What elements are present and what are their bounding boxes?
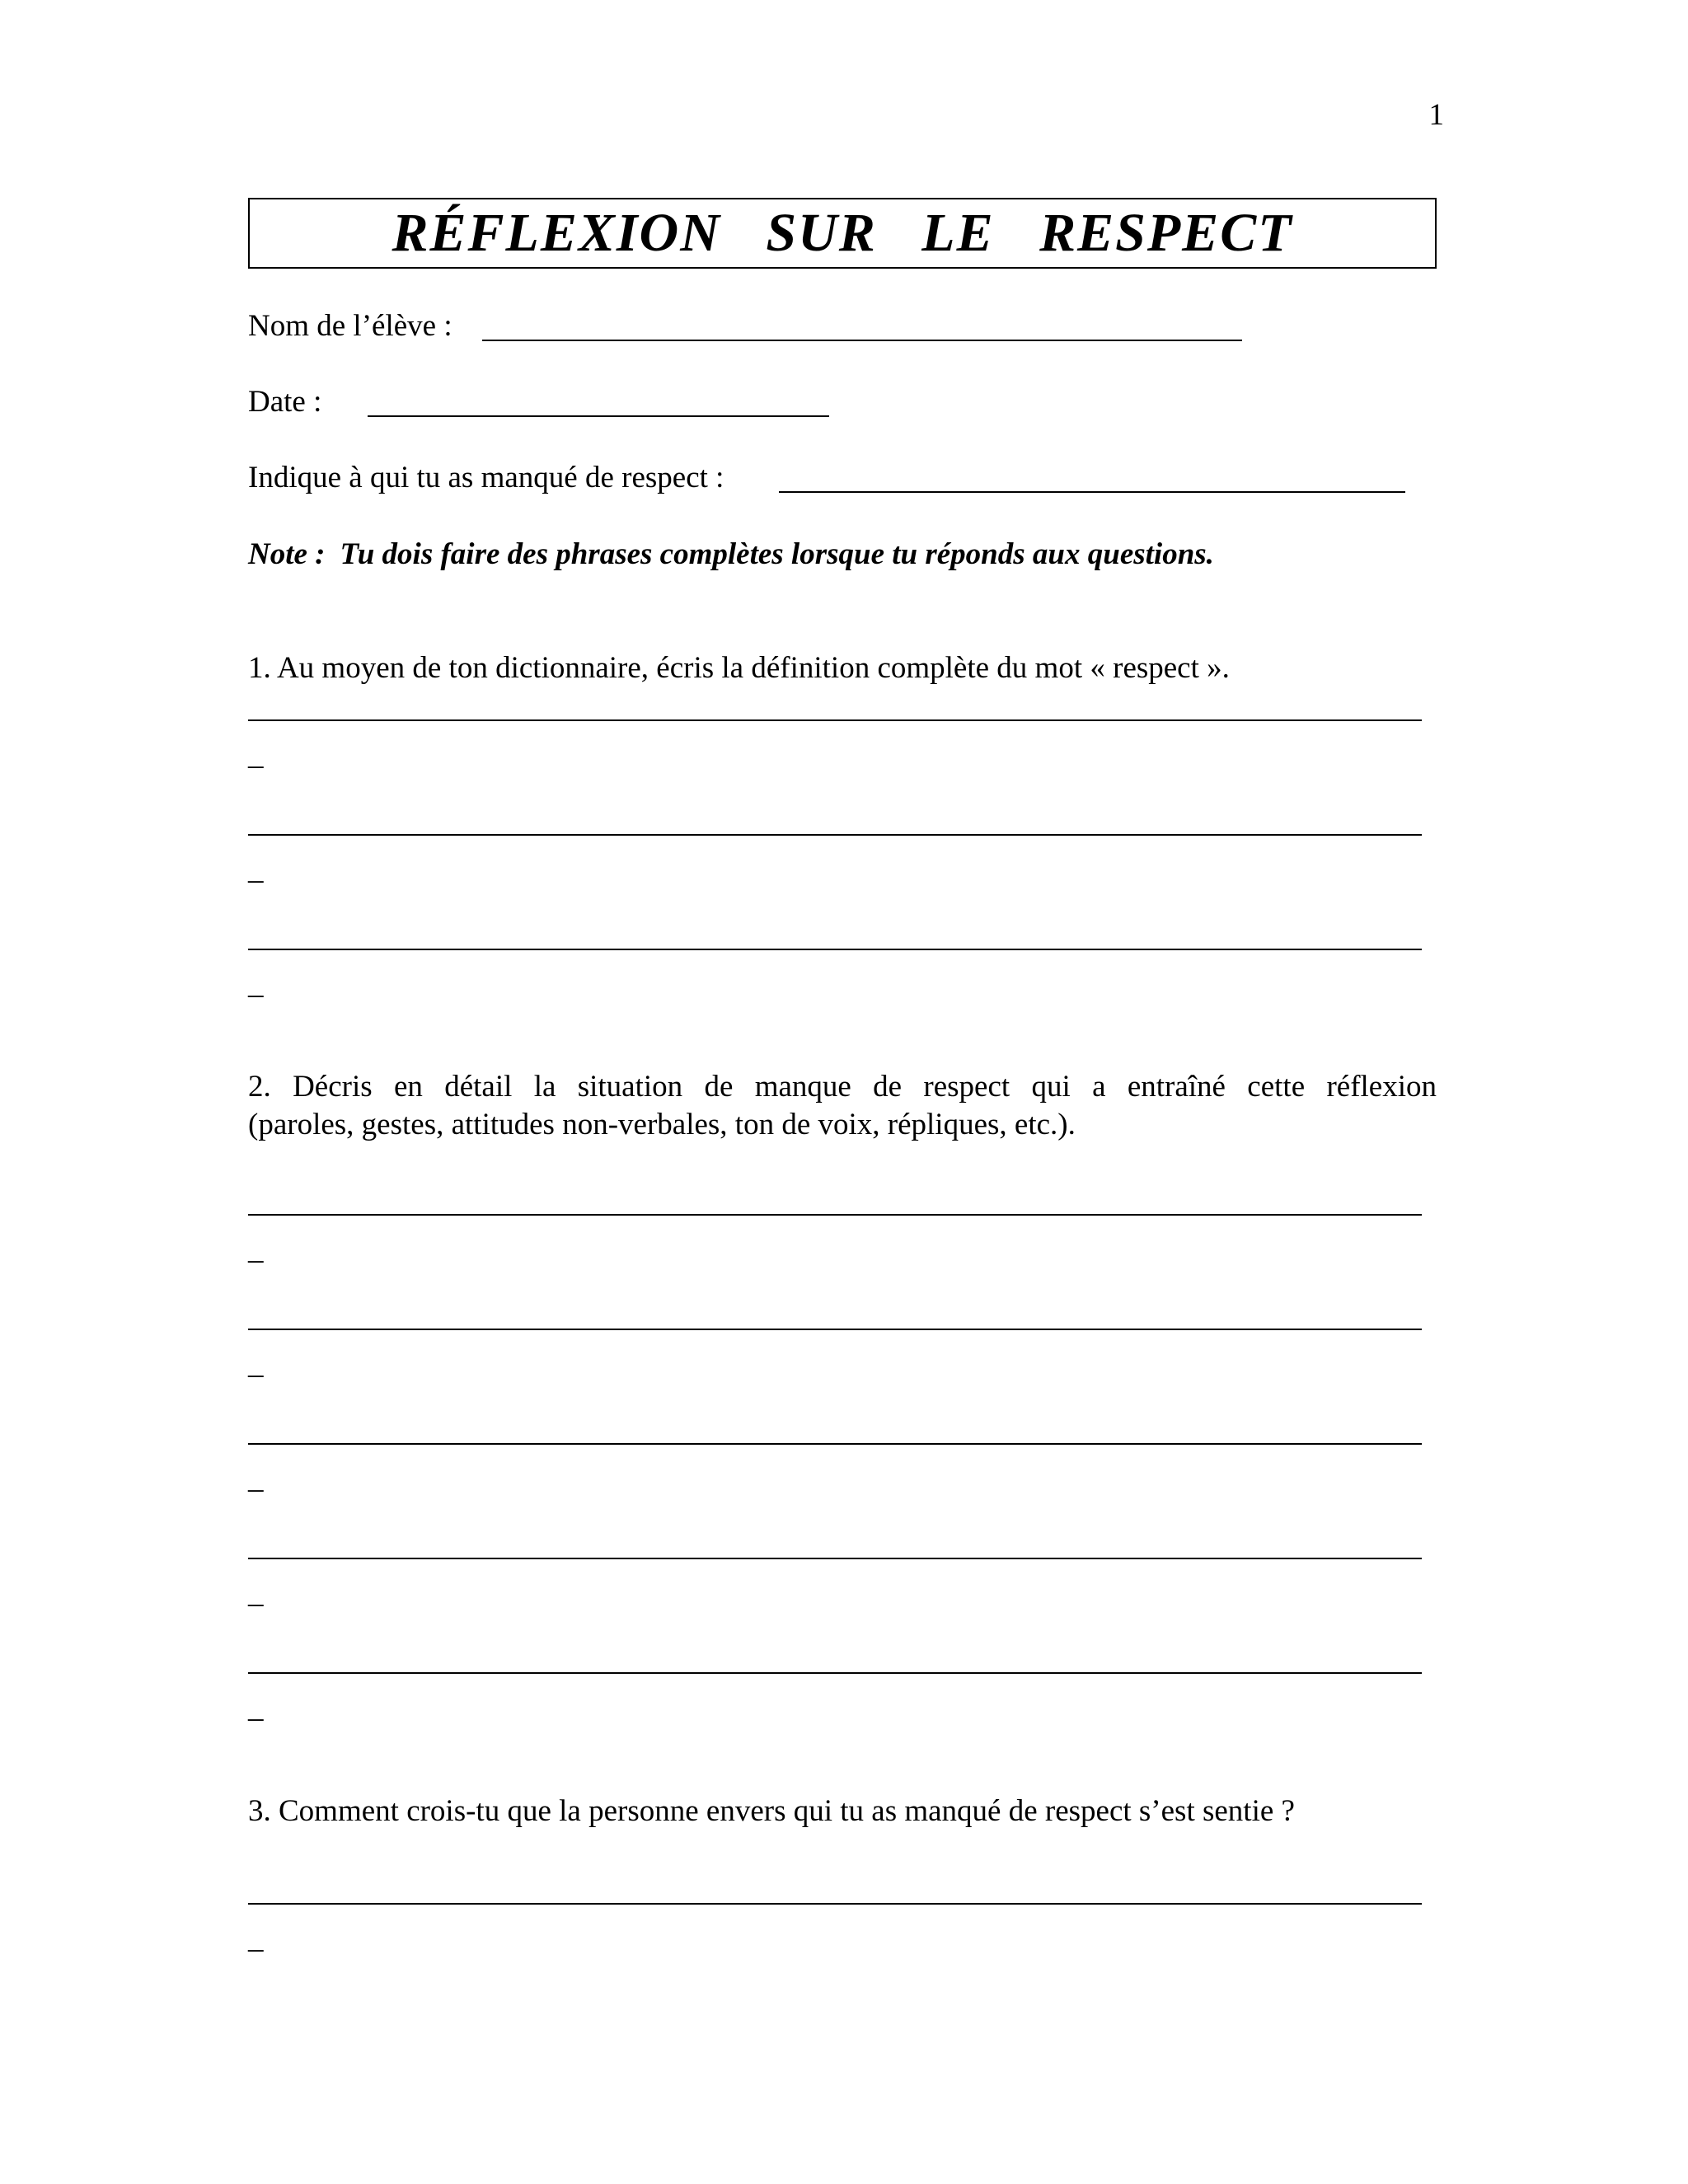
answer-line-q1-2[interactable] [248, 834, 1422, 836]
student-name-field[interactable] [482, 340, 1242, 341]
answer-line-q2-1[interactable] [248, 1214, 1422, 1216]
answer-line-q1-3[interactable] [248, 949, 1422, 950]
answer-line-end-mark: _ [248, 1461, 264, 1495]
answer-line-end-mark: _ [248, 1690, 264, 1724]
answer-line-end-mark: _ [248, 1576, 264, 1610]
question-2-line-2: (paroles, gestes, attitudes non-verbales, ton de voix, répliques, etc.). [248, 1108, 1076, 1141]
date-label: Date : [248, 385, 322, 419]
answer-line-q2-3[interactable] [248, 1443, 1422, 1445]
answer-line-q3-1[interactable] [248, 1903, 1422, 1905]
answer-line-end-mark: _ [248, 1921, 264, 1955]
page-number: 1 [1428, 98, 1444, 132]
page-title: RÉFLEXION SUR LE RESPECT [392, 203, 1293, 263]
answer-line-end-mark: _ [248, 967, 264, 1001]
answer-line-q2-2[interactable] [248, 1329, 1422, 1330]
answer-line-end-mark: _ [248, 1232, 264, 1266]
answer-line-q1-1[interactable] [248, 719, 1422, 721]
note-label: Note : [248, 537, 326, 571]
instruction-note [248, 537, 1214, 573]
disrespected-person-label: Indique à qui tu as manqué de respect : [248, 461, 724, 494]
question-2 [248, 1068, 1437, 1144]
question-3: 3. Comment crois-tu que la personne envers qui tu as manqué de respect s’est sentie ? [248, 1794, 1295, 1828]
answer-line-end-mark: _ [248, 852, 264, 886]
answer-line-end-mark: _ [248, 1347, 264, 1380]
note-text: Tu dois faire des phrases complètes lorsque tu réponds aux questions. [340, 537, 1214, 571]
student-name-label: Nom de l’élève : [248, 309, 452, 343]
answer-line-q2-5[interactable] [248, 1672, 1422, 1674]
disrespected-person-field[interactable] [779, 491, 1405, 493]
answer-line-q2-4[interactable] [248, 1558, 1422, 1559]
question-2-line-1: 2. Décris en détail la situation de manque de respect qui a entraîné cette réflexion [248, 1070, 1437, 1104]
question-1: 1. Au moyen de ton dictionnaire, écris la définition complète du mot « respect ». [248, 651, 1230, 685]
date-field[interactable] [368, 415, 829, 417]
title-box [248, 198, 1437, 269]
answer-line-end-mark: _ [248, 738, 264, 771]
